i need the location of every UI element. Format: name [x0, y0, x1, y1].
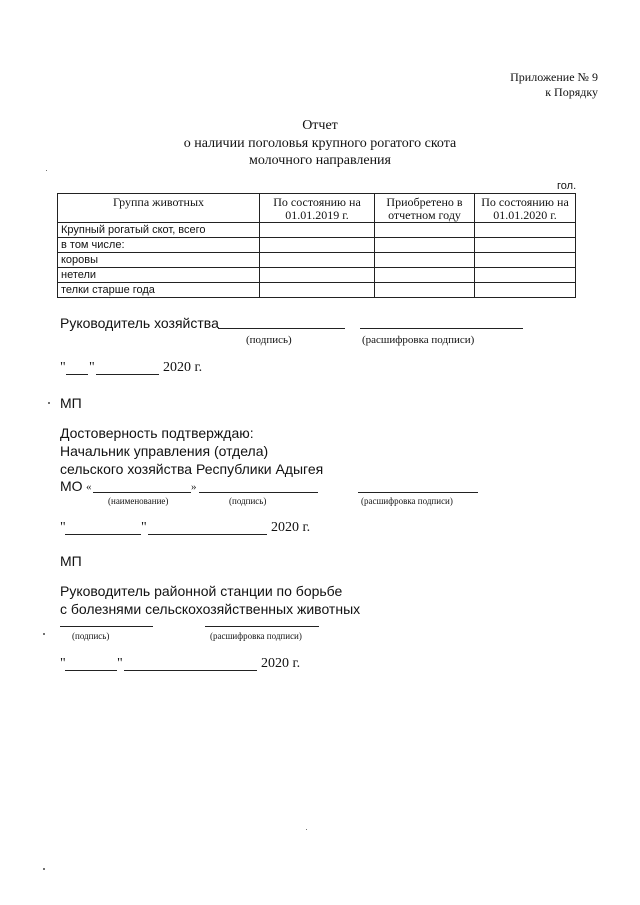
date-quote-close: "	[89, 360, 95, 375]
date-month-line[interactable]	[96, 374, 159, 375]
table-cell[interactable]	[260, 223, 375, 238]
table-cell[interactable]	[375, 253, 475, 268]
scan-speck	[46, 170, 47, 171]
mo-decode-caption: (расшифровка подписи)	[361, 496, 453, 506]
row-label: телки старше года	[58, 283, 260, 298]
head-farm-label: Руководитель хозяйства	[60, 315, 219, 331]
station-signature-line[interactable]	[60, 626, 153, 627]
date-day-line[interactable]	[66, 374, 88, 375]
station-sign-caption: (подпись)	[72, 631, 110, 641]
date-quote-close: "	[141, 520, 147, 535]
livestock-table	[57, 193, 576, 298]
confirm-line-3: сельского хозяйства Республики Адыгея	[60, 461, 324, 477]
scan-speck	[306, 829, 307, 830]
date-day-line[interactable]	[65, 670, 117, 671]
seal-placeholder: МП	[60, 395, 82, 411]
table-cell[interactable]	[260, 253, 375, 268]
date-quote-open: "	[60, 520, 66, 535]
table-row	[58, 238, 576, 253]
table-cell[interactable]	[260, 283, 375, 298]
date-quote-close: "	[117, 656, 123, 671]
table-cell[interactable]	[475, 283, 576, 298]
confirm-line-1: Достоверность подтверждаю:	[60, 425, 254, 441]
mo-name-line[interactable]	[93, 492, 191, 493]
mo-prefix: МО	[60, 478, 83, 494]
table-cell[interactable]	[475, 268, 576, 283]
table-cell[interactable]	[475, 223, 576, 238]
date-month-line[interactable]	[124, 670, 257, 671]
mo-signature-line[interactable]	[199, 492, 318, 493]
document-subtitle-1: о наличии поголовья крупного рогатого скота	[183, 136, 457, 151]
appendix-number: Приложение № 9	[510, 70, 598, 84]
station-decode-caption: (расшифровка подписи)	[210, 631, 302, 641]
table-row	[58, 253, 576, 268]
head-farm-sign-caption: (подпись)	[246, 334, 292, 346]
table-row	[58, 268, 576, 283]
date-year: 2020 г.	[261, 656, 301, 671]
head-farm-decode-caption: (расшифровка подписи)	[362, 334, 475, 346]
table-cell[interactable]	[260, 268, 375, 283]
mo-sign-caption: (подпись)	[229, 496, 267, 506]
table-cell[interactable]	[475, 238, 576, 253]
table-cell[interactable]	[375, 283, 475, 298]
table-cell[interactable]	[475, 253, 576, 268]
scan-speck	[43, 633, 45, 635]
table-header-row	[58, 194, 576, 223]
row-label: нетели	[58, 268, 260, 283]
table-cell[interactable]	[375, 223, 475, 238]
quote-close: »	[191, 481, 197, 493]
column-header: Приобретено в отчетном году	[375, 194, 475, 223]
document-title: Отчет	[302, 118, 338, 133]
date-month-line[interactable]	[148, 534, 267, 535]
column-header: По состоянию на 01.01.2020 г.	[475, 194, 576, 223]
station-line-2: с болезнями сельскохозяйственных животных	[60, 601, 361, 617]
scan-speck	[48, 402, 50, 404]
mo-name-caption: (наименование)	[108, 496, 169, 506]
station-line-1: Руководитель районной станции по борьбе	[60, 583, 343, 599]
table-row	[58, 223, 576, 238]
date-year: 2020 г.	[163, 360, 203, 375]
document-subtitle-2: молочного направления	[248, 153, 391, 168]
row-label: Крупный рогатый скот, всего	[58, 223, 260, 238]
column-header: Группа животных	[58, 194, 260, 223]
head-farm-decode-line[interactable]	[360, 328, 523, 329]
column-header: По состоянию на 01.01.2019 г.	[260, 194, 375, 223]
table-row	[58, 283, 576, 298]
units-label: гол.	[557, 180, 577, 192]
date-quote-open: "	[60, 360, 66, 375]
mo-decode-line[interactable]	[358, 492, 478, 493]
row-label: в том числе:	[58, 238, 260, 253]
appendix-order: к Порядку	[545, 85, 598, 99]
table-cell[interactable]	[375, 268, 475, 283]
date-quote-open: "	[60, 656, 66, 671]
confirm-line-2: Начальник управления (отдела)	[60, 443, 269, 459]
head-farm-signature-line[interactable]	[218, 328, 345, 329]
quote-open: «	[86, 481, 92, 493]
seal-placeholder: МП	[60, 553, 82, 569]
date-year: 2020 г.	[271, 520, 311, 535]
row-label: коровы	[58, 253, 260, 268]
table-cell[interactable]	[260, 238, 375, 253]
station-decode-line[interactable]	[205, 626, 319, 627]
scan-speck	[43, 868, 45, 870]
table-cell[interactable]	[375, 238, 475, 253]
date-day-line[interactable]	[65, 534, 141, 535]
